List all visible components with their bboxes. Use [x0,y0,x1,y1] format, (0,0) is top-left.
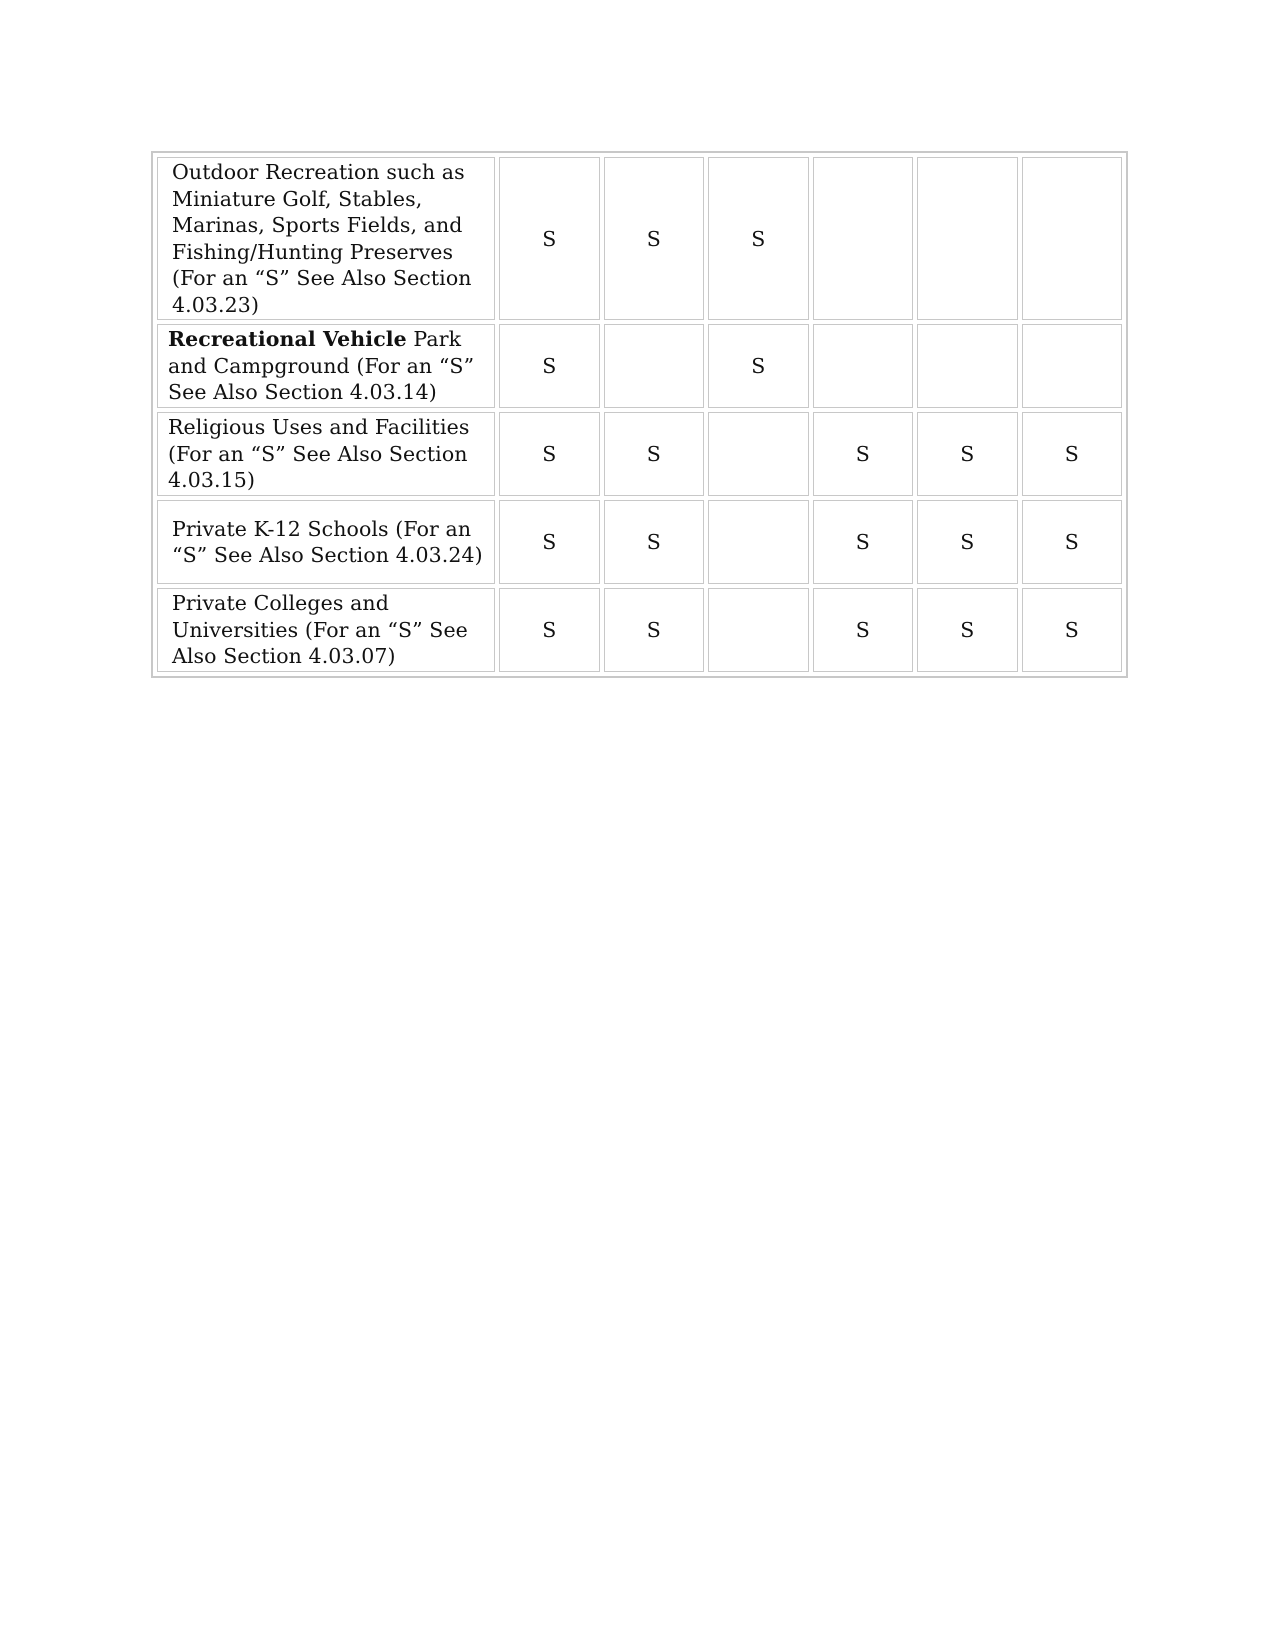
district-cell: S [499,157,600,320]
use-label-cell [157,157,495,320]
district-cell: S [499,588,600,672]
use-label: Outdoor Recreation such as Miniature Golf, Stables, Marinas, Sports Fields, and Fishing/Hunting Preserves (For an “S” See Also Section 4.03.23) [172,160,472,317]
district-cell: S [813,588,914,672]
district-cell [708,412,809,496]
district-cell: S [1022,500,1123,584]
use-label-cell [157,500,495,584]
district-cell: S [1022,588,1123,672]
district-cell: S [604,500,705,584]
district-cell: S [708,157,809,320]
district-cell: S [917,500,1018,584]
district-cell: S [604,588,705,672]
use-label: Religious Uses and Facilities (For an “S” See Also Section 4.03.15) [168,415,470,493]
table-row [157,157,1122,320]
use-label: Park and Campground (For an “S” See Also Section 4.03.14) [168,327,475,405]
use-label: Private K-12 Schools (For an “S” See Also Section 4.03.24) [172,516,483,567]
district-cell: S [917,412,1018,496]
district-cell [813,157,914,320]
district-cell: S [499,324,600,408]
district-cell: S [604,157,705,320]
land-use-table [151,151,1128,678]
district-cell: S [1022,412,1123,496]
table-row [157,412,1122,496]
district-cell: S [499,412,600,496]
district-cell [917,324,1018,408]
district-cell: S [499,500,600,584]
district-cell [708,588,809,672]
district-cell: S [917,588,1018,672]
use-label: Private Colleges and Universities (For an “S” See Also Section 4.03.07) [172,591,468,669]
table-row [157,324,1122,408]
district-cell [604,324,705,408]
use-label-cell [157,412,495,496]
district-cell [813,324,914,408]
district-cell [708,500,809,584]
use-label-cell [157,324,495,408]
district-cell: S [813,500,914,584]
district-cell: S [604,412,705,496]
district-cell: S [708,324,809,408]
district-cell [1022,324,1123,408]
use-label-cell [157,588,495,672]
table-row [157,500,1122,584]
table-row [157,588,1122,672]
district-cell [917,157,1018,320]
district-cell: S [813,412,914,496]
use-label-bold: Recreational Vehicle [168,327,407,352]
district-cell [1022,157,1123,320]
